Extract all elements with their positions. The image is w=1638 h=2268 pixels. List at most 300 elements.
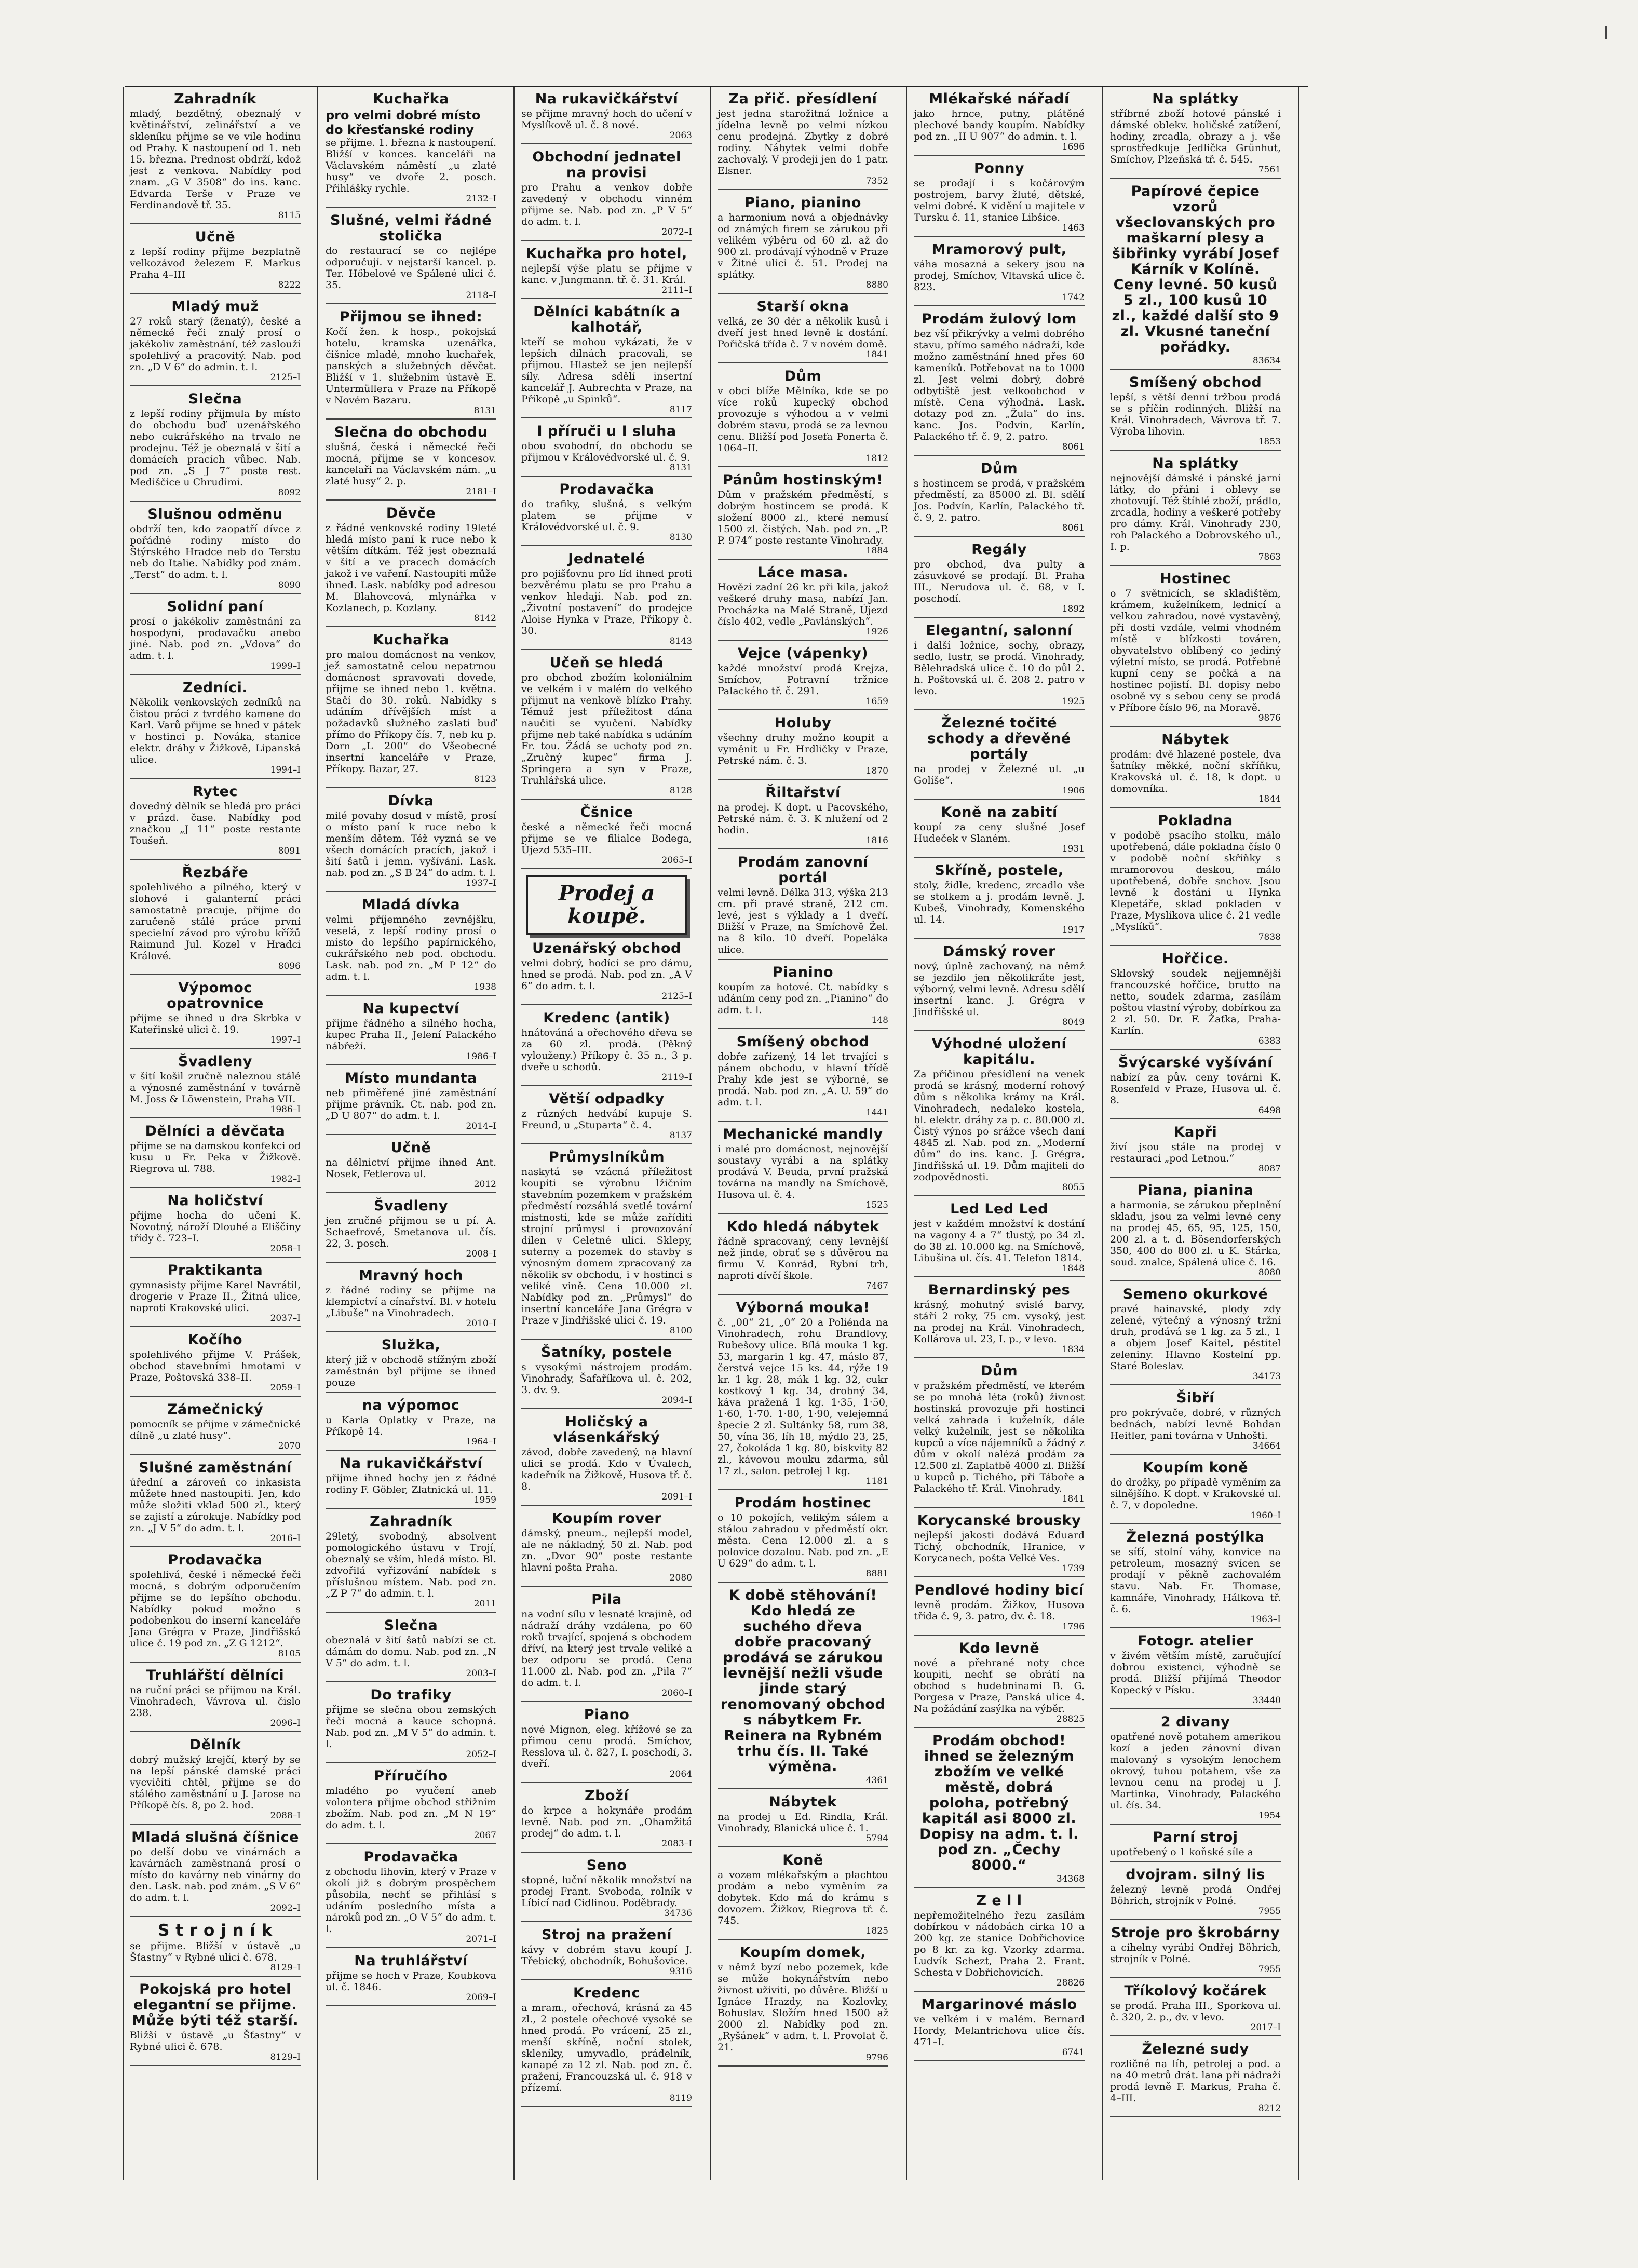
column-5 — [912, 91, 1087, 2174]
classified-ad — [914, 1364, 1085, 1508]
ad-code: 2088–I — [270, 1811, 301, 1821]
ad-body: spolehlivého přijme V. Prášek, obchod stavebními hmotami v Praze, Poštovská 338–II. — [130, 1349, 301, 1383]
ad-heading: Zámečnický — [167, 1401, 264, 1418]
ad-code: 1982–I — [270, 1174, 301, 1184]
ad-body: do krpce a hokynáře prodám levně. Nab. pod zn. „Ohamžitá prodej“ do adm. t. l. — [521, 1805, 692, 1839]
classified-ad — [521, 91, 692, 144]
ad-body: nepřemožitelného řezu zasílám dobírkou v nádobách cirka 10 a 200 kg. ze stanice Dobřichovice po 8 kr. za kg. Vzorky zdarma. Ludvík Schezt, Praha 2. Frant. Schesta v Dobřichovicích. — [914, 1910, 1085, 1978]
ad-body: nejlepší výše platu se přijme v kanc. v Jungmann. tř. č. 31. Král. — [521, 263, 692, 286]
ad-heading: na výpomoc — [362, 1397, 460, 1413]
ad-heading: I příruči u I sluha — [537, 423, 676, 439]
classified-ad — [718, 1495, 888, 1583]
classified-ad — [130, 230, 301, 294]
ad-code: 1938 — [473, 982, 496, 992]
ad-code: 34736 — [664, 1908, 692, 1919]
ad-body: nové Mignon, eleg. křížové se za přimou cenu prodá. Smíchov, Resslova ul. č. 827, I. poschodí, 3. dveří. — [521, 1724, 692, 1770]
ad-heading: Kočího — [187, 1332, 243, 1348]
ad-body: gymnasisty přijme Karel Navrátil, drogerie v Praze II., Žitná ulice, naproti Krakovské ulici. — [130, 1279, 301, 1314]
ad-heading: Smíšený obchod — [736, 1034, 870, 1050]
classified-ad — [326, 213, 496, 304]
ad-heading: Dům — [980, 1363, 1018, 1379]
ad-code: 8091 — [278, 846, 301, 856]
ad-heading: Koně — [782, 1852, 823, 1868]
ad-code: 2111–I — [661, 285, 692, 295]
classified-ad — [130, 1982, 301, 2066]
ad-code: 8119 — [669, 2093, 692, 2103]
ad-body: se přijme. Bližší v ústavě „u Šťastny“ v Rybné ulici č. 678. — [130, 1940, 301, 1963]
ad-body: upotřebený o 1 koňské síle a — [1110, 1846, 1254, 1858]
classified-ad — [1110, 375, 1281, 451]
column-rule — [317, 87, 318, 2180]
ad-body: neb přiměřené jiné zaměstnání přijme právník. Ct. nab. pod zn. „D U 807“ do adm. t. l. — [326, 1087, 496, 1122]
classified-ad — [1110, 1983, 1281, 2036]
ad-body: přijme se ihned u dra Skrbka v Kateřinské ulici č. 19. — [130, 1013, 301, 1035]
classified-ad — [718, 965, 888, 1029]
ad-code: 1844 — [1258, 794, 1281, 804]
ad-code: 2125–I — [661, 991, 692, 1002]
ad-body: nabízí za pův. ceny továrni K. Rosenfeld v Praze, Husova ul. č. 8. — [1110, 1072, 1281, 1106]
ad-heading: Solidní paní — [167, 599, 264, 615]
ad-heading: Děvče — [386, 505, 436, 521]
ad-heading: Fotogr. atelier — [1138, 1633, 1253, 1649]
classified-ad — [130, 599, 301, 675]
classified-ad — [521, 1414, 692, 1506]
ad-code: 9316 — [669, 1966, 692, 1977]
ad-code: 2017–I — [1250, 2022, 1281, 2033]
ad-body: s hostincem se prodá, v pražském předměstí, za 85000 zl. Bl. sdělí Jos. Podvín, Karlín, Palackého tř. č. 9, 2. patro. — [914, 478, 1085, 523]
ad-body: a harmonia, se zárukou přeplnění skladu, jsou za velmi levné ceny na prodej 45, 65, 95, 125, 150, 200 zl. a t. d. Bösendorferských 350, 400 do 800 zl. u K. Stárka, soud. znalce, Spálená ulice č. 16. — [1110, 1199, 1281, 1268]
ad-heading: Mladá slušná číšnice — [131, 1829, 299, 1845]
ad-heading: Za přič. přesídlení — [728, 91, 877, 107]
ad-heading: Korycanské brousky — [917, 1513, 1081, 1529]
classified-ad — [326, 309, 496, 420]
classified-ad — [326, 1338, 496, 1393]
ad-body: hnátováná a ořechového dřeva se za 60 zl. prodá. (Pěkný vylouženy.) Příkopy č. 35 n., 3 p. dveře u schodů. — [521, 1027, 692, 1073]
classified-ad — [130, 1460, 301, 1547]
ad-code: 1841 — [865, 349, 888, 360]
ad-body: spolehlivého a pilného, který v slohové i galanterní práci samostatně pracuje, přijme do zaručeně stálé práce první specielní závod pro výrobu křížů Raimund Jul. Kozel v Hradci Králové. — [130, 882, 301, 962]
ad-body: Několik venkovských zedníků na čistou práci z tvrdého kamene do Karl. Varů přijme se hned v pátek v hostinci p. Nováka, stanice elektr. dráhy v Žižkově, Lipanská ulice. — [130, 697, 301, 765]
ad-body: prodám: dvě hlazené postele, dva šatníky měkké, noční skříňku, Krakovská ul. č. 18, k dopt. u domovníka. — [1110, 749, 1281, 794]
ad-heading: Obchodní jednatel na provisi — [532, 149, 681, 181]
ad-code: 2125–I — [270, 372, 301, 383]
ad-body: nejnovější dámské i pánské jarní látky, do přání i oblevy se zhotovují. Též štíhlé zboží, prádlo, zrcadla, hodiny a veškeré potřeby pro dámy. Král. Vinohrady 230, roh Palackého a Dobrovského ul., I. p. — [1110, 473, 1281, 552]
classified-ad — [521, 1010, 692, 1086]
classified-ad — [914, 461, 1085, 537]
ad-body: z lepší rodiny přijmula by místo do obchodu buď uzenářského nebo cukrářského na trvalo ne prodejnu. Též je obeznalá v šití a domácích pracích vůbec. Nab. pod zn. „S J 7“ poste rest. Mediščice u Chrudimi. — [130, 408, 301, 488]
ad-body: levně prodám. Žižkov, Husova třída č. 9, 3. patro, dv. č. 18. — [914, 1599, 1085, 1622]
classified-ad — [914, 1641, 1085, 1728]
ad-body: na prodej u Ed. Rindla, Král. Vinohrady, Blanická ulice č. 1. — [718, 1811, 888, 1834]
ad-code: 8881 — [865, 1569, 888, 1579]
ad-code: 8115 — [278, 210, 301, 221]
ad-code: 8055 — [1062, 1182, 1085, 1193]
ad-code: 9876 — [1258, 713, 1281, 723]
ad-code: 2059–I — [270, 1383, 301, 1393]
ad-code: 2063 — [669, 130, 692, 141]
ad-heading: Holuby — [774, 715, 832, 731]
classified-ad — [914, 1282, 1085, 1358]
ad-heading: Uzenářský obchod — [532, 940, 681, 956]
ad-body: kteří se mohou vykázati, že v lepších dílnách pracovali, se přijmou. Hlastež se jen nejlepší síly. Adresa sdělí insertní kancelář J. Aubrechta v Praze, na Příkopě „u Spinků“. — [521, 336, 692, 405]
ad-body: mladého po vyučení aneb volontera přijme obchod střižním zbožím. Nab. pod zn. „M N 19“ do adm. t. l. — [326, 1785, 496, 1831]
ad-heading: Seno — [586, 1857, 627, 1873]
ad-heading: Výborná mouka! — [736, 1300, 870, 1316]
column-4 — [715, 91, 890, 2174]
ad-code: 2119–I — [661, 1072, 692, 1083]
ad-body: prosí o jakékoliv zaměstnání za hospodyni, prodavačku anebo jiné. Nab. pod zn. „Vdova“ do adm. t. l. — [130, 616, 301, 662]
ad-body: který již v obchodě stížným zboží zaměstnán byl přijme se ihned pouze — [326, 1354, 496, 1388]
ad-body: dobře zařízený, 14 let trvající s pánem obchodu, v hlavní třídě Prahy kde jest se výborné, se prodá. Nab. pod zn. „A. U. 59“ do adm. t. l. — [718, 1051, 888, 1108]
ad-heading: Pánům hostinským! — [722, 472, 884, 488]
classified-ad — [1110, 1867, 1281, 1920]
classified-ad — [130, 507, 301, 594]
classified-ad — [521, 1345, 692, 1409]
ad-heading: Z e l l — [976, 1893, 1022, 1909]
ad-heading: S t r o j n í k — [158, 1921, 273, 1940]
ad-body: nové a přehrané noty chce koupiti, nechť se obrátí na obchod s hudebninami B. G. Porgesa v Praze, Panská ulice 4. Na požádání zasýlka na výběr. — [914, 1657, 1085, 1715]
classified-ad — [1110, 91, 1281, 179]
ad-heading: Praktikanta — [167, 1262, 263, 1278]
ad-code: 2052–I — [466, 1749, 496, 1760]
ad-heading: Prodám obchod! ihned se železným zbožím ve velké městě, dobrá poloha, potřebný kapitál asi 8000 zl. Dopisy na adm. t. l. pod zn. „Čechy 8000.“ — [919, 1733, 1079, 1873]
ad-code: 4361 — [865, 1775, 888, 1786]
ad-code: 2080 — [669, 1573, 692, 1583]
ad-heading: Dům — [784, 368, 822, 384]
ad-code: 2064 — [669, 1769, 692, 1779]
classified-ad — [326, 1769, 496, 1844]
ad-code: 7955 — [1258, 1906, 1281, 1916]
ad-code: 8212 — [1258, 2103, 1281, 2114]
ad-code: 2132–I — [466, 194, 496, 204]
classified-ad — [914, 1583, 1085, 1636]
ad-body: dovedný dělník se hledá pro práci v prázd. čase. Nabídky pod značkou „J 11“ poste restante Toušeň. — [130, 801, 301, 846]
ad-heading: Skříně, postele, — [935, 862, 1064, 879]
classified-ad — [521, 1858, 692, 1922]
classified-ad — [130, 1922, 301, 1977]
classified-ad — [1110, 951, 1281, 1050]
ad-body: po delší dobu ve vinárnách a kavárnách zaměstnaná prosí o místo do kavárny neb vinárny do den. Lask. nab. pod znám. „S V 6“ do adm. t. l. — [130, 1846, 301, 1904]
classified-ad — [914, 542, 1085, 618]
ad-heading: Kuchařka pro hotel, — [526, 246, 687, 262]
ad-heading: Do trafiky — [370, 1687, 452, 1703]
classified-ad — [914, 805, 1085, 858]
ad-heading: Kuchařka — [373, 91, 449, 107]
classified-ad — [1110, 1925, 1281, 1978]
classified-ad — [130, 1402, 301, 1455]
classified-ad — [326, 1688, 496, 1763]
ad-body: pro pokrývače, dobré, v různých bednách, nabízí levně Bohdan Heitler, pani továrna v Unhošti. — [1110, 1407, 1281, 1441]
classified-ad — [130, 1332, 301, 1397]
classified-ad — [326, 1268, 496, 1332]
classified-ad — [718, 855, 888, 960]
classified-ad — [130, 1124, 301, 1188]
classified-ad — [914, 1036, 1085, 1196]
ad-heading: Kapři — [1173, 1124, 1217, 1140]
ad-body: velká, ze 30 dér a několik kusů i dveří jest hned levně k dostání. Pořičská třída č. 7 v novém domě. — [718, 316, 888, 350]
ad-code: 1812 — [865, 453, 888, 464]
ad-code: 8117 — [669, 404, 692, 415]
ad-heading: Místo mundanta — [345, 1070, 477, 1086]
ad-body: se přijme. 1. března k nastoupení. Bližší v konces. kanceláři na Václavském náměstí „u zlaté husy“ ve dvoře 2. posch. Přihlášky rychle. — [326, 137, 496, 194]
classified-ad — [130, 1054, 301, 1118]
classified-ad — [914, 312, 1085, 456]
ad-heading: Mravný hoch — [359, 1267, 463, 1284]
ad-body: řádně spracovaný, ceny levnější než jinde, obrať se s důvěrou na firmu V. Konrád, Rybní trh, naproti dívčí škole. — [718, 1236, 888, 1281]
classified-ad — [326, 632, 496, 788]
ad-code: 2067 — [473, 1830, 496, 1841]
classified-ad — [326, 1953, 496, 2006]
ad-code: 1964–I — [466, 1437, 496, 1447]
ad-heading: Slušnou odměnu — [147, 506, 283, 522]
ad-heading: Truhlářští dělníci — [146, 1667, 285, 1683]
ad-body: obeznalá v šití šatů nabízí se ct. dámám do domu. Nab. pod zn. „N V 5“ do adm. t. l. — [326, 1635, 496, 1669]
ad-body: stoly, židle, kredenc, zrcadlo vše se stolkem a j. prodám levně. J. Kubeš, Vinohrady, Komenského ul. 14. — [914, 880, 1085, 925]
ad-code: 34368 — [1056, 1874, 1085, 1884]
ad-heading: Slečna — [188, 391, 242, 407]
ad-body: pro Prahu a venkov dobře zavedený v obchodu vinném přijme se. Nab. pod zn. „P V 5“ do adm. t. l. — [521, 182, 692, 227]
ad-code: 8143 — [669, 636, 692, 646]
ad-code: 7352 — [865, 176, 888, 186]
ad-code: 2181–I — [466, 487, 496, 497]
classified-ad — [521, 551, 692, 650]
ad-code: 6498 — [1258, 1105, 1281, 1116]
ad-body: do trafiky, slušná, s velkým platem se přijme v Královédvorské ul. č. 9. — [521, 498, 692, 533]
ad-body: živí jsou stále na prodej v restauraci „pod Letnou.“ — [1110, 1141, 1281, 1164]
ad-body: velmi příjemného zevnějšku, veselá, z lepší rodiny prosí o místo do lepšího papírnického, cukrářského neb pod. obchodu. Lask. nab. pod zn. „M P 12“ do adm. t. l. — [326, 914, 496, 982]
ad-code: 1816 — [865, 835, 888, 846]
classified-ad — [1110, 184, 1281, 370]
ad-body: do restaurací se co nejlépe odporučují. v nejstarší kancel. p. Ter. Hőbelové ve Spálené ulici č. 35. — [326, 245, 496, 291]
ad-heading: Semeno okurkové — [1122, 1286, 1268, 1302]
ad-body: bez vší přikrývky a velmi dobrého stavu, přímo samého nádraží, kde možno zaměstnání hned přes 60 kameníků. Potřebovat na to 1000 zl. Jest velmi dobrý, dobré odbytiště jest velkoobchod v místě. Cena výhodná. Lask. dotazy pod zn. „Žula“ do ins. kanc. Jos. Podvín, Karlín, Palackého tř. č. 9, 2. patro. — [914, 328, 1085, 442]
ad-code: 8142 — [473, 613, 496, 624]
classified-ad — [326, 1398, 496, 1451]
ad-body: Sklovský soudek nejjemnější francouzské hořčice, brutto na netto, soudek zdarma, zasílám poštou vlastní výroby, dobírkou za 2 zl. 50. Dr. F. Žaťka, Praha-Karlín. — [1110, 968, 1281, 1036]
classified-ad — [914, 242, 1085, 306]
classified-ad — [914, 91, 1085, 156]
ad-body: v podobě psacího stolku, málo upotřebená, dále pokladna číslo 0 v podobě noční skříňky s mramorovou deskou, málo upotřebená, dobře snchov. Jsou levně k dostání u Hynka Klepetáře, sklad pokladen v Praze, Myslíkova ulice č. 21 vedle „Myslíků“. — [1110, 830, 1281, 933]
ad-heading: Na kupectví — [362, 1001, 459, 1017]
ad-heading: Řezbáře — [182, 865, 249, 881]
ad-body: o 7 světnicích, se skladištěm, krámem, kuželníkem, lednicí a velkou zahradou, nové vystavěný, při dosti vzdále, velmi vhodném místě v blízkosti továren, obyvatelstvo oblíbený co jediný výletní místo, se prodá. Potřebné kupní ceny se počká a na hostinec pojistí. Bl. dopisy nebo osobně vy s sebou ceny se prodá v Příbore číslo 96, na Moravě. — [1110, 588, 1281, 713]
ad-code: 8128 — [669, 786, 692, 796]
ad-code: 8049 — [1062, 1017, 1085, 1028]
ad-body: pro pojišťovnu pro líd ihned proti bezvěrému platu se pro Prahu a venkov hledají. Nab. pod zn. „Životní postavení“ do prodejce Aloise Hynka v Praze, Příkopy č. 30. — [521, 568, 692, 637]
classified-ad — [1110, 1125, 1281, 1178]
ad-code: 1994–I — [270, 765, 301, 775]
classified-ad — [326, 1140, 496, 1193]
ad-body: na prodej. K dopt. u Pacovského, Petrské nám. č. 3. K nlužení od 2 hodin. — [718, 802, 888, 836]
ad-code: 8129–I — [270, 2052, 301, 2062]
ad-code: 1796 — [1062, 1622, 1085, 1632]
ad-body: slušná, česká i německé řeči mocná, přijme se v koncesov. kancelaři na Václavském nám. „u zlaté husy“ 2. p. — [326, 441, 496, 487]
ad-code: 1963–I — [1250, 1614, 1281, 1625]
ad-heading: Dělník — [189, 1737, 241, 1753]
ad-body: všechny druhy možno koupit a vyměnit u Fr. Hrdličky v Praze, Petrské nám. č. 3. — [718, 732, 888, 766]
ad-code: 2096–I — [270, 1718, 301, 1729]
ad-body: jest jedna starožitná ložnice a jídelna levně po velmi nízkou cenu prodejná. Zbytky z dobré rodiny. Nábytek velmi dobře zachovalý. V prodeji jen do 1 patr. Elsner. — [718, 108, 888, 177]
ad-code: 7467 — [865, 1281, 888, 1291]
classified-ad — [326, 1456, 496, 1509]
ad-heading: Švýcarské vyšívání — [1118, 1055, 1273, 1071]
ad-body: o 10 pokojích, velikým sálem a stálou zahradou v předměstí okr. města. Cena 12.000 zl. a s polovice dozalou. Nab. pod zn. „E U 629“ do adm. t. l. — [718, 1512, 888, 1569]
column-rule — [1298, 87, 1299, 2180]
ad-body: dobrý mužský krejčí, který by se na lepší pánské damské práci vycvičiti chtěl, přijme se do stálého zaměstnání u J. Jarose na Příkopě čís. 8, po 2. hod. — [130, 1754, 301, 1811]
ad-code: 1906 — [1062, 786, 1085, 796]
ad-body: 29letý, svobodný, absolvent pomologického ústavu v Trojí, obeznalý se vším, hledá místo. Bl. zdvořilá vyřizování nabídek s příslušnou místem. Nab. pod zn. „Z P 7“ do admin. t. l. — [326, 1531, 496, 1599]
ad-body: kávy v dobrém stavu koupí J. Třebický, obchodník, Bohušovice. — [521, 1944, 692, 1967]
ad-body: u Karla Oplatky v Praze, na Příkopě 14. — [326, 1414, 496, 1437]
ad-heading: Vejce (vápenky) — [737, 645, 869, 662]
ad-heading: Stroj na pražení — [541, 1927, 672, 1943]
ad-code: 2011 — [473, 1599, 496, 1609]
classified-ad — [521, 941, 692, 1005]
ad-code: 1525 — [865, 1200, 888, 1210]
ad-body: z lepší rodiny přijme bezplatně velkozávod železem F. Markus Praha 4–III — [130, 246, 301, 280]
ad-heading: Služka, — [381, 1337, 441, 1353]
ad-body: koupím za hotové. Ct. nabídky s udáním ceny pod zn. „Pianino“ do adm. t. l. — [718, 981, 888, 1016]
ad-code: 1884 — [865, 546, 888, 556]
classified-ad — [521, 1986, 692, 2107]
classified-ad — [914, 944, 1085, 1031]
ad-heading: Příručího — [374, 1768, 448, 1784]
ad-body: velmi dobrý, hodící se pro dámu, hned se prodá. Nab. pod zn. „A V 6“ do adm. t. l. — [521, 957, 692, 992]
ad-code: 2094–I — [661, 1395, 692, 1406]
ad-code: 1696 — [1062, 142, 1085, 152]
ad-body: přijme se na damskou konfekci od kusu u Fr. Peka v Žižkově. Riegrova ul. 788. — [130, 1140, 301, 1174]
ad-body: pravé hainavské, plody zdy zelené, výtečný a výnosný tržní druh, prodává se 1 kg. za 5 zl., 1 a objem Josef Kaitel, pěstitel zeleniny. Hlavno Kostelní pp. Staré Boleslav. — [1110, 1303, 1281, 1372]
ad-code: 2091–I — [661, 1492, 692, 1502]
ad-heading: Holičský a vlásenkářský — [553, 1414, 660, 1446]
classified-ad — [1110, 1530, 1281, 1628]
ad-code: 2070 — [278, 1441, 301, 1451]
ad-body: 27 roků starý (ženatý), české a německé řeči znalý prosí o jakékoliv zaměstnání, též zaslouží spolehlivý a pracovitý. Nab. pod zn. „D V 6“ do admin. t. l. — [130, 316, 301, 373]
ad-body: Za příčinou přesídlení na venek prodá se krásný, moderní rohový dům s několika krámy na Král. Vinohradech, nedaleko kostela, bl. elektr. dráhy za p. c. 80.000 zl. Čistý výnos po srážce všech daní 4845 zl. Nab. pod zn. „Moderní dům“ do ins. kanc. J. Grégra, Jindřišská ul. 19. Dům majiteli do zodpovědnosti. — [914, 1069, 1085, 1183]
ad-code: 1441 — [865, 1108, 888, 1118]
ad-code: 2010–I — [466, 1318, 496, 1329]
ad-body: v pražském předměstí, ve kterém se po mnohá léta (roků) živnost hostinská provozuje při hostinci velká zahrada i kuželník, dále velký kuželník, jest se několika kupců a více nájemníků a žádný z dům v okolí nalézá prodám za 12.500 zl. Zaplatbě 4000 zl. Bližší u kupců p. Tichého, při Táboře a Palackého tř. Král. Vinohrady. — [914, 1380, 1085, 1494]
ad-code: 7561 — [1258, 165, 1281, 175]
classified-ad — [521, 1592, 692, 1702]
classified-ad — [326, 1514, 496, 1613]
ad-heading: 2 divany — [1160, 1714, 1230, 1730]
ad-body: na ruční práci se přijmou na Král. Vinohradech, Vávrova ul. čislo 238. — [130, 1684, 301, 1719]
ad-heading: Prodám žulový lom — [922, 311, 1077, 327]
ad-heading: Učně — [390, 1140, 431, 1156]
ad-code: 8131 — [473, 406, 496, 416]
ad-body: úřední a zároveň co inkasista můžete hned nastoupiti. Jen, kdo může složiti vklad 500 zl., který se zajistí a zúrokuje. Nabídky pod zn. „J V 5“ do adm. t. l. — [130, 1477, 301, 1534]
ad-heading: Stroje pro škrobárny — [1111, 1925, 1280, 1941]
classified-ad — [521, 655, 692, 800]
ad-heading: Piano, pianino — [744, 195, 861, 211]
classified-ad — [521, 1150, 692, 1340]
ad-code: 8222 — [278, 280, 301, 290]
ad-heading: Švadleny — [178, 1054, 252, 1070]
ad-body: jest v každém množství k dostání na vagony 4 a 7“ tlustý, po 34 zl. do 38 zl. 10.000 kg. na Smíchově, Libušina ul. čís. 41. Telefon 1814. — [914, 1218, 1085, 1264]
ad-code: 33440 — [1252, 1695, 1281, 1706]
classified-ad — [718, 565, 888, 641]
ad-heading: Na splátky — [1152, 455, 1239, 471]
classified-ad — [326, 1850, 496, 1948]
ad-body: váha mosazná a sekery jsou na prodej, Smíchov, Vltavská ulice č. 823. — [914, 259, 1085, 293]
ad-body: i další ložnice, sochy, obrazy, sedlo, lustr, se prodá. Vinohrady, Bělehradská ulice č. 10 do půl 2. h. Poštovská ul. č. 208 2. patro v levo. — [914, 640, 1085, 697]
ad-body: a mram., ořechová, krásná za 45 zl., 2 postele ořechové vysoké se hned prodá. Po vrácení, 25 zl., menší skříně, noční stolek, skleníky, umyvadlo, prádelník, kanapé za 12 zl. Nab. pod zn. č. pražení, Francouzská ul. č. 918 v přízemí. — [521, 2002, 692, 2094]
ad-heading: dvojram. silný lis — [1126, 1867, 1265, 1883]
ad-body: do drožky, po případě vyměním za silnějšího. K dopt. v Krakovské ul. č. 7, v dopoledne. — [1110, 1477, 1281, 1511]
ad-heading: Železné točité schody a dřevěné portály — [927, 715, 1071, 762]
ad-code: 2058–I — [270, 1244, 301, 1254]
ad-code: 5794 — [865, 1833, 888, 1844]
ad-code: 83634 — [1252, 356, 1281, 366]
ad-body: jen zručné přijmou se u pí. A. Schaefrové, Smetanova ul. čís. 22, 3. posch. — [326, 1215, 496, 1249]
ad-code: 2118–I — [466, 290, 496, 301]
ad-body: dámský, pneum., nejlepší model, ale ne nákladný, 50 zl. Nab. pod zn. „Dvor 90“ poste restante hlavní pošta Praha. — [521, 1528, 692, 1573]
ad-body: č. „00“ 21, „0“ 20 a Poliénda na Vinohradech, rohu Brandlovy, Rubešovy ulice. Bílá mouka 1 kg. 53, margarin 1 kg. 47, máslo 87, čerstvá vejce 15 ks. 44, rýže 19 kr. 1 kg. 28, mák 1 kg. 32, cukr kostkový 1 kg. 34, drobný 34, káva pražená 1 kg. 1·35, 1·50, 1·60, 1·70. 1·80, 1·90, velejemná špecie 2 zl. Sultánky 58, rum 38, 50, vína 36, líh 18, mýdlo 23, 25, 27, čokoláda 1 kg. 80, biskvity 82 zl., kávovou mouku zdarma, sůl 17 zl., salon. petrolej 1 kg. — [718, 1317, 888, 1477]
ad-code: 1742 — [1062, 292, 1085, 303]
ad-code: 8087 — [1258, 1164, 1281, 1174]
ad-code: 1181 — [865, 1476, 888, 1487]
ad-code: 2037–I — [270, 1313, 301, 1324]
ad-heading: Řiltařství — [765, 785, 841, 801]
ad-body: velmi levně. Délka 313, výška 213 cm. při pravé straně, 212 cm. levé, jest s výklady a 1 dveří. Bližší v Praze, na Smíchově Žel. na 8 kilo. 10 dveří. Popeláka ulice. — [718, 887, 888, 955]
classified-ad — [718, 785, 888, 849]
ad-heading: Na splátky — [1152, 91, 1239, 107]
ad-code: 1960–I — [1250, 1510, 1281, 1521]
classified-ad — [326, 1198, 496, 1263]
classified-ad — [718, 1588, 888, 1789]
ad-code: 1892 — [1062, 604, 1085, 614]
ad-code: 1841 — [1062, 1494, 1085, 1504]
ad-code: 1999–I — [270, 661, 301, 671]
ad-code: 8105 — [278, 1649, 301, 1659]
ad-body: obdrží ten, kdo zaopatří dívce z pořádné rodiny místo do Štýrského Hradce neb do Terstu neb do Italie. Nabídky pod znám. „Terst“ do adm. t. l. — [130, 523, 301, 580]
ad-heading: Pila — [591, 1591, 622, 1608]
classified-ad — [130, 980, 301, 1049]
ad-heading: Mechanické mandly — [723, 1126, 883, 1142]
ad-code: 28826 — [1056, 1978, 1085, 1988]
classified-ad — [718, 646, 888, 710]
ad-code: 2092–I — [270, 1903, 301, 1913]
classified-ad — [718, 299, 888, 363]
ad-heading: Prodavačka — [559, 481, 654, 497]
ad-heading: Koupím koně — [1142, 1460, 1249, 1476]
ad-code: 1848 — [1062, 1263, 1085, 1274]
ad-code: 8880 — [865, 280, 888, 290]
classified-ad — [130, 1737, 301, 1825]
ad-heading: Pendlové hodiny bicí — [914, 1582, 1084, 1598]
classified-ad — [130, 299, 301, 386]
ad-body: krásný, mohutný svislé barvy, stáří 2 roky, 75 cm. vysoký, jest na prodej na Král. Vinohradech, Kollárova ul. 23, I. p., v levo. — [914, 1299, 1085, 1345]
ad-heading: Pianino — [772, 964, 833, 980]
ad-body: přijme ihned hochy jen z řádné rodiny F. Göbler, Zlatnická ul. 11. — [326, 1473, 496, 1495]
ad-heading: Elegantní, salonní — [926, 623, 1073, 639]
ad-code: 1739 — [1062, 1563, 1085, 1574]
column-rule — [513, 87, 515, 2180]
ad-code: 8092 — [278, 488, 301, 498]
ad-body: z různých hedvábí kupuje S. Freund, u „Stuparta“ č. 4. — [521, 1108, 692, 1131]
ad-code: 6741 — [1062, 2047, 1085, 2058]
ad-heading: Pokojská pro hotel elegantní se přijme. Může býti též starší. — [132, 1981, 299, 2029]
ad-heading: Prodavačka — [168, 1552, 263, 1568]
classified-ad — [1110, 813, 1281, 946]
classified-ad — [914, 1997, 1085, 2061]
ad-body: se prodají i s kočárovým postrojem, barvy žluté, dětské, velmi dobré. K vidění u majitele v Tursku č. 11, stanice Libšice. — [914, 178, 1085, 223]
ad-body: a harmonium nová a objednávky od známých firem se zárukou při velikém výběru od 60 zl. až do 900 zl. prodávají výhodně v Praze v Žitné ulici č. 51. Prodej na splátky. — [718, 212, 888, 280]
classified-ad — [718, 195, 888, 294]
classified-ad — [521, 1788, 692, 1853]
ad-body: s vysokými nástrojem prodám. Vinohrady, Šafaříkova ul. č. 202, 3. dv. 9. — [521, 1361, 692, 1396]
